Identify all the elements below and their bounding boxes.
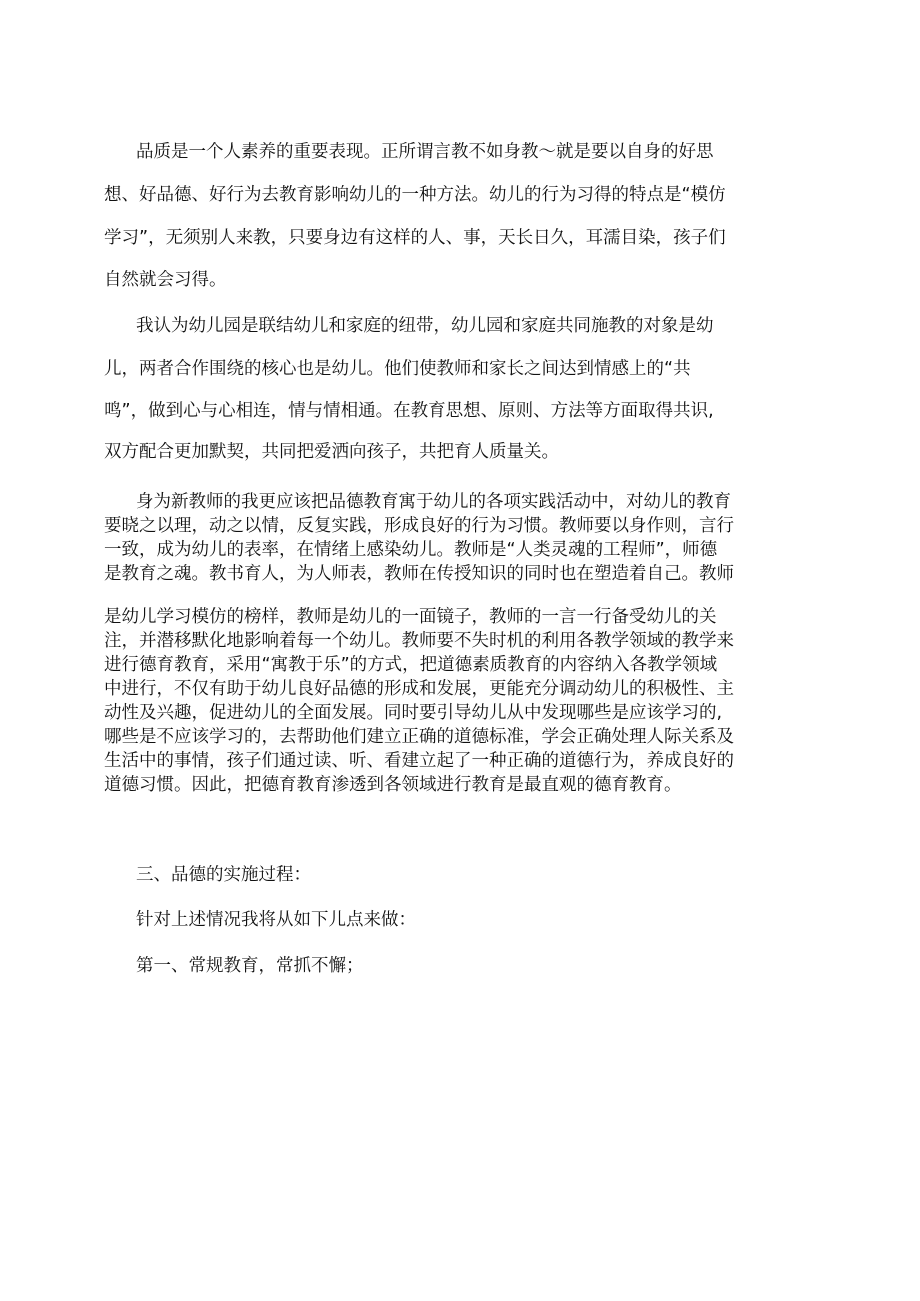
paragraph-3-line-8: 中进行，不仅有助于幼儿良好品德的形成和发展，更能充分调动幼儿的积极性、主 [104,679,734,699]
paragraph-2-line-2: 儿，两者合作围绕的核心也是幼儿。他们使教师和家长之间达到情感上的“共 [104,359,691,379]
paragraph-2-line-1: 我认为幼儿园是联结幼儿和家庭的纽带，幼儿园和家庭共同施教的对象是幼 [136,316,714,336]
paragraph-3-line-3: 一致，成为幼儿的表率，在情绪上感染幼儿。教师是“人类灵魂的工程师”，师德 [104,540,718,560]
section-heading: 三、品德的实施过程： [136,865,311,885]
paragraph-3-line-2: 要晓之以理，动之以情，反复实践，形成良好的行为习惯。教师要以身作则，言行 [104,516,734,536]
paragraph-3-line-10: 哪些是不应该学习的，去帮助他们建立正确的道德标准，学会正确处理人际关系及 [104,727,734,747]
intro-line: 针对上述情况我将从如下儿点来做： [136,910,416,930]
paragraph-3-line-12: 道德习惯。因此，把德育教育渗透到各领域进行教育是最直观的德育教育。 [104,775,682,795]
paragraph-3-line-6: 注，并潜移默化地影响着每一个幼儿。教师要不失时机的利用各教学领域的教学来 [104,631,734,651]
paragraph-3-line-4: 是教育之魂。教书育人，为人师表，教师在传授知识的同时也在塑造着自己。教师 [104,564,734,584]
paragraph-3-line-5: 是幼儿学习模仿的榜样，教师是幼儿的一面镜子，教师的一言一行备受幼儿的关 [104,607,717,627]
paragraph-1-line-1: 品质是一个人素养的重要表现。正所谓言教不如身教～就是要以自身的好思 [136,142,714,162]
paragraph-1-line-4: 自然就会习得。 [104,270,227,290]
paragraph-2-line-4: 双方配合更加默契，共同把爱洒向孩子，共把育人质量关。 [104,442,559,462]
paragraph-1-line-2: 想、好品德、好行为去教育影响幼儿的一种方法。幼儿的行为习得的特点是“模仿 [104,185,726,205]
paragraph-3-line-1: 身为新教师的我更应该把品德教育寓于幼儿的各项实践活动中，对幼儿的教育 [136,492,731,512]
paragraph-3-line-9: 动性及兴趣，促进幼儿的全面发展。同时要引导幼儿从中发现哪些是应该学习的, [104,703,723,723]
point-1: 第一、常规教育，常抓不懈； [136,956,364,976]
paragraph-3-line-7: 进行德育教育，采用“寓教于乐”的方式，把道德素质教育的内容纳入各教学领域 [104,655,718,675]
paragraph-1-line-3: 学习”，无须别人来教，只要身边有这样的人、事，天长日久，耳濡目染，孩子们 [104,228,726,248]
paragraph-3-line-11: 生活中的事情，孩子们通过读、听、看建立起了一种正确的道德行为，养成良好的 [104,751,734,771]
paragraph-2-line-3: 鸣”，做到心与心相连，情与情相通。在教育思想、原则、方法等方面取得共识, [104,401,714,421]
